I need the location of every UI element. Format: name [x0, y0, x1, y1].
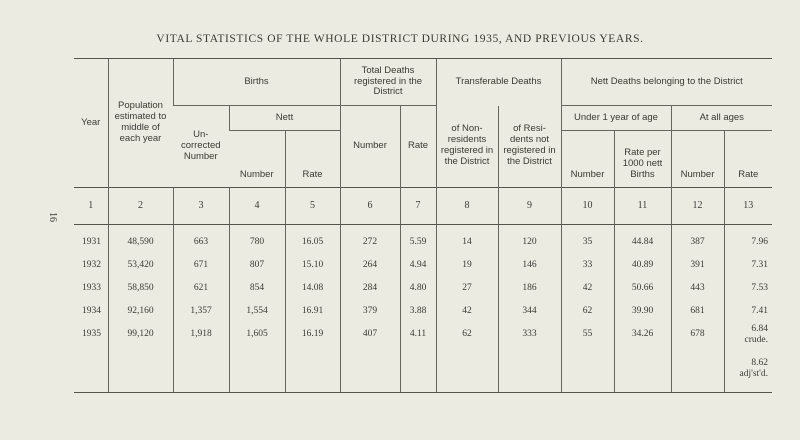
column-number: 11	[614, 188, 671, 225]
cell-total-deaths: 272	[340, 225, 400, 255]
header-at-all-ages: At all ages	[671, 106, 772, 131]
table-title: VITAL STATISTICS OF THE WHOLE DISTRICT DURING 1935, AND PREVIOUS YEARS.	[156, 33, 644, 45]
column-number: 13	[724, 188, 772, 225]
header-year: Year	[74, 59, 108, 188]
cell-year: 1932	[82, 260, 101, 271]
cell-nett-deaths: 391	[671, 254, 724, 277]
cell-year: 1934	[82, 306, 101, 317]
cell-nett-death-rate: 7.96	[724, 225, 772, 255]
column-number: 1	[74, 188, 108, 225]
table-row	[74, 277, 772, 300]
cell-uncorrected-births: 671	[173, 254, 229, 277]
header-under-1-year: Under 1 year of age	[561, 106, 671, 131]
table-row	[74, 225, 772, 255]
cell-nett-births: 1,554	[229, 300, 285, 323]
cell-uncorrected-births: 663	[173, 225, 229, 255]
table-row	[74, 346, 772, 392]
rate-1935-crude-label: crude.	[744, 334, 768, 345]
cell-uncorrected-births: 621	[173, 277, 229, 300]
header-nett-births-number: Number	[239, 169, 274, 181]
cell-residents: 146	[498, 254, 561, 277]
cell-total-death-rate: 4.94	[400, 254, 436, 277]
column-number: 7	[400, 188, 436, 225]
cell-uncorrected-births: 1,918	[173, 323, 229, 346]
cell-nett-births: 780	[229, 225, 285, 255]
cell-nett-deaths: 387	[671, 225, 724, 255]
cell-non-residents: 42	[436, 300, 498, 323]
cell-nett-births: 807	[229, 254, 285, 277]
cell-residents: 120	[498, 225, 561, 255]
table-row	[74, 300, 772, 323]
rate-1935-adjusted-label: adj'st'd.	[739, 368, 768, 379]
cell-non-residents: 19	[436, 254, 498, 277]
cell-residents: 333	[498, 323, 561, 346]
cell-nett-births: 1,605	[229, 323, 285, 346]
cell-residents: 186	[498, 277, 561, 300]
cell-birth-rate: 14.08	[285, 277, 340, 300]
header-rate-per-1000: Rate per 1000 nett Births	[614, 131, 671, 188]
cell-non-residents: 14	[436, 225, 498, 255]
cell-infant-deaths: 35	[561, 225, 614, 255]
header-under-1-number: Number	[561, 131, 614, 188]
header-total-deaths-number: Number	[340, 106, 400, 188]
cell-infant-rate: 34.26	[614, 323, 671, 346]
cell-infant-deaths: 33	[561, 254, 614, 277]
header-births: Births	[173, 59, 340, 106]
cell-infant-deaths: 55	[561, 323, 614, 346]
column-number: 5	[285, 188, 340, 225]
cell-total-death-rate: 5.59	[400, 225, 436, 255]
column-number-row	[74, 188, 772, 225]
cell-nett-deaths: 681	[671, 300, 724, 323]
rate-1935-crude-value: 6.84	[751, 324, 768, 335]
column-number: 9	[498, 188, 561, 225]
header-total-deaths-rate: Rate	[400, 106, 436, 188]
cell-year: 1935	[82, 329, 101, 340]
header-transferable-deaths: Transferable Deaths	[436, 59, 561, 106]
rate-1935-adjusted-value: 8.62	[751, 358, 768, 369]
cell-infant-rate: 44.84	[614, 225, 671, 255]
cell-non-residents: 62	[436, 323, 498, 346]
cell-infant-deaths: 42	[561, 277, 614, 300]
header-residents: of Resi- dents not registered in the District	[498, 106, 561, 188]
column-number: 8	[436, 188, 498, 225]
cell-uncorrected-births: 1,357	[173, 300, 229, 323]
cell-year: 1933	[82, 283, 101, 294]
cell-population: 99,120	[108, 323, 173, 346]
cell-population: 58,850	[108, 277, 173, 300]
cell-nett-deaths: 678	[671, 323, 724, 346]
cell-infant-rate: 39.90	[614, 300, 671, 323]
column-number: 12	[671, 188, 724, 225]
cell-population: 92,160	[108, 300, 173, 323]
cell-total-death-rate: 4.80	[400, 277, 436, 300]
cell-population: 53,420	[108, 254, 173, 277]
header-all-ages-rate: Rate	[724, 131, 772, 188]
cell-birth-rate: 16.91	[285, 300, 340, 323]
column-number: 4	[229, 188, 285, 225]
cell-nett-deaths: 443	[671, 277, 724, 300]
cell-nett-death-rate: 7.31	[724, 254, 772, 277]
header-total-deaths: Total Deaths registered in the District	[340, 59, 436, 106]
cell-infant-deaths: 62	[561, 300, 614, 323]
cell-infant-rate: 40.89	[614, 254, 671, 277]
vital-statistics-table	[74, 58, 772, 393]
cell-adjusted-rate	[724, 346, 772, 392]
table-row	[74, 323, 772, 346]
cell-population: 48,590	[108, 225, 173, 255]
cell-nett-death-rate: 7.53	[724, 277, 772, 300]
header-nett: Nett	[229, 106, 340, 131]
cell-nett-death-rate: 7.41	[724, 300, 772, 323]
cell-total-deaths: 264	[340, 254, 400, 277]
column-number: 2	[108, 188, 173, 225]
page-number: 16	[47, 212, 58, 222]
cell-year: 1931	[82, 237, 101, 248]
header-non-residents: of Non- residents registered in the District	[436, 106, 498, 188]
cell-total-deaths: 379	[340, 300, 400, 323]
header-all-ages-number: Number	[671, 131, 724, 188]
cell-total-deaths: 284	[340, 277, 400, 300]
cell-residents: 344	[498, 300, 561, 323]
column-number: 10	[561, 188, 614, 225]
column-number: 6	[340, 188, 400, 225]
header-nett-deaths: Nett Deaths belonging to the District	[561, 59, 772, 106]
column-number: 3	[173, 188, 229, 225]
cell-total-death-rate: 3.88	[400, 300, 436, 323]
cell-birth-rate: 15.10	[285, 254, 340, 277]
table-row	[74, 254, 772, 277]
cell-birth-rate: 16.05	[285, 225, 340, 255]
cell-nett-death-rate	[724, 323, 772, 346]
header-nett-births-rate: Rate	[285, 131, 340, 188]
header-uncorrected-number: Un- corrected Number	[180, 129, 221, 162]
cell-nett-births: 854	[229, 277, 285, 300]
header-population: Population estimated to middle of each year	[108, 59, 173, 188]
cell-infant-rate: 50.66	[614, 277, 671, 300]
cell-non-residents: 27	[436, 277, 498, 300]
cell-birth-rate: 16.19	[285, 323, 340, 346]
cell-total-deaths: 407	[340, 323, 400, 346]
cell-total-death-rate: 4.11	[400, 323, 436, 346]
